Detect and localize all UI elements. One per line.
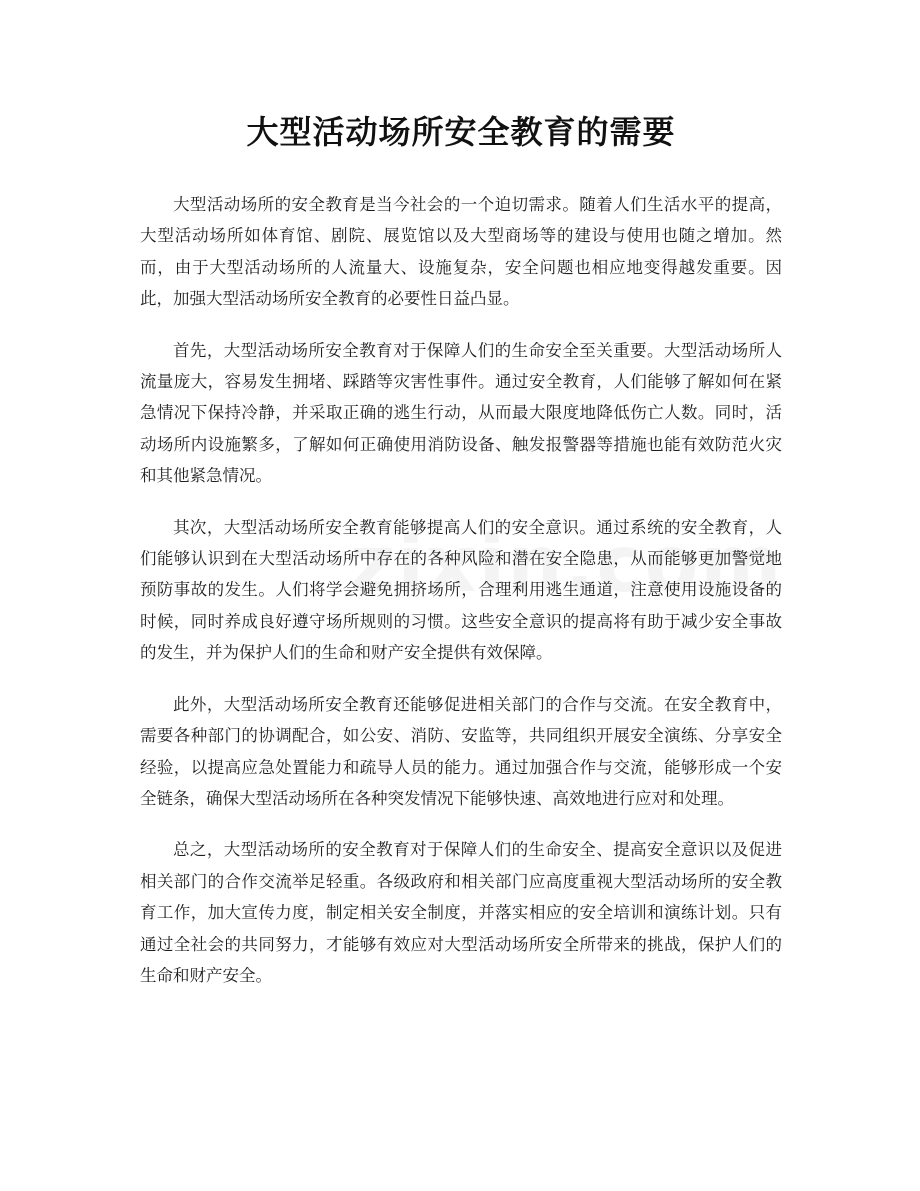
paragraph-conclusion: 总之，大型活动场所的安全教育对于保障人们的生命安全、提高安全意识以及促进相关部门的合作交流举足轻重。各级政府和相关部门应高度重视大型活动场所的安全教育工作，加大宣传力度，制定相关安全制度，并落实相应的安全培训和演练计划。只有通过全社会的共同努力，才能够有效应对大型活动场所安全所带来的挑战，保护人们的生命和财产安全。 xyxy=(140,840,782,985)
paragraph-second-point: 其次，大型活动场所安全教育能够提高人们的安全意识。通过系统的安全教育，人们能够认识到在大型活动场所中存在的各种风险和潜在安全隐患，从而能够更加警觉地预防事故的发生。人们将学会避免拥挤场所，合理利用逃生通道，注意使用设施设备的时候，同时养成良好遵守场所规则的习惯。这些安全意识的提高将有助于减少安全事故的发生，并为保护人们的生命和财产安全提供有效保障。 xyxy=(140,517,782,663)
paragraph-third-point: 此外，大型活动场所安全教育还能够促进相关部门的合作与交流。在安全教育中，需要各种部门的协调配合，如公安、消防、安监等，共同组织开展安全演练、分享安全经验，以提高应急处置能力和疏导人员的能力。通过加强合作与交流，能够形成一个安全链条，确保大型活动场所在各种突发情况下能够快速、高效地进行应对和处理。 xyxy=(140,694,782,808)
paragraph-intro: 大型活动场所的安全教育是当今社会的一个迫切需求。随着人们生活水平的提高，大型活动场所如体育馆、剧院、展览馆以及大型商场等的建设与使用也随之增加。然而，由于大型活动场所的人流量大、设施复杂，安全问题也相应地变得越发重要。因此，加强大型活动场所安全教育的必要性日益凸显。 xyxy=(140,195,782,309)
document-title: 大型活动场所安全教育的需要 xyxy=(246,113,676,151)
document-body xyxy=(140,189,782,991)
paragraph-first-point: 首先，大型活动场所安全教育对于保障人们的生命安全至关重要。大型活动场所人流量庞大，容易发生拥堵、踩踏等灾害性事件。通过安全教育，人们能够了解如何在紧急情况下保持冷静，并采取正确的逃生行动，从而最大限度地降低伤亡人数。同时，活动场所内设施繁多，了解如何正确使用消防设备、触发报警器等措施也能有效防范火灾和其他紧急情况。 xyxy=(140,340,782,486)
